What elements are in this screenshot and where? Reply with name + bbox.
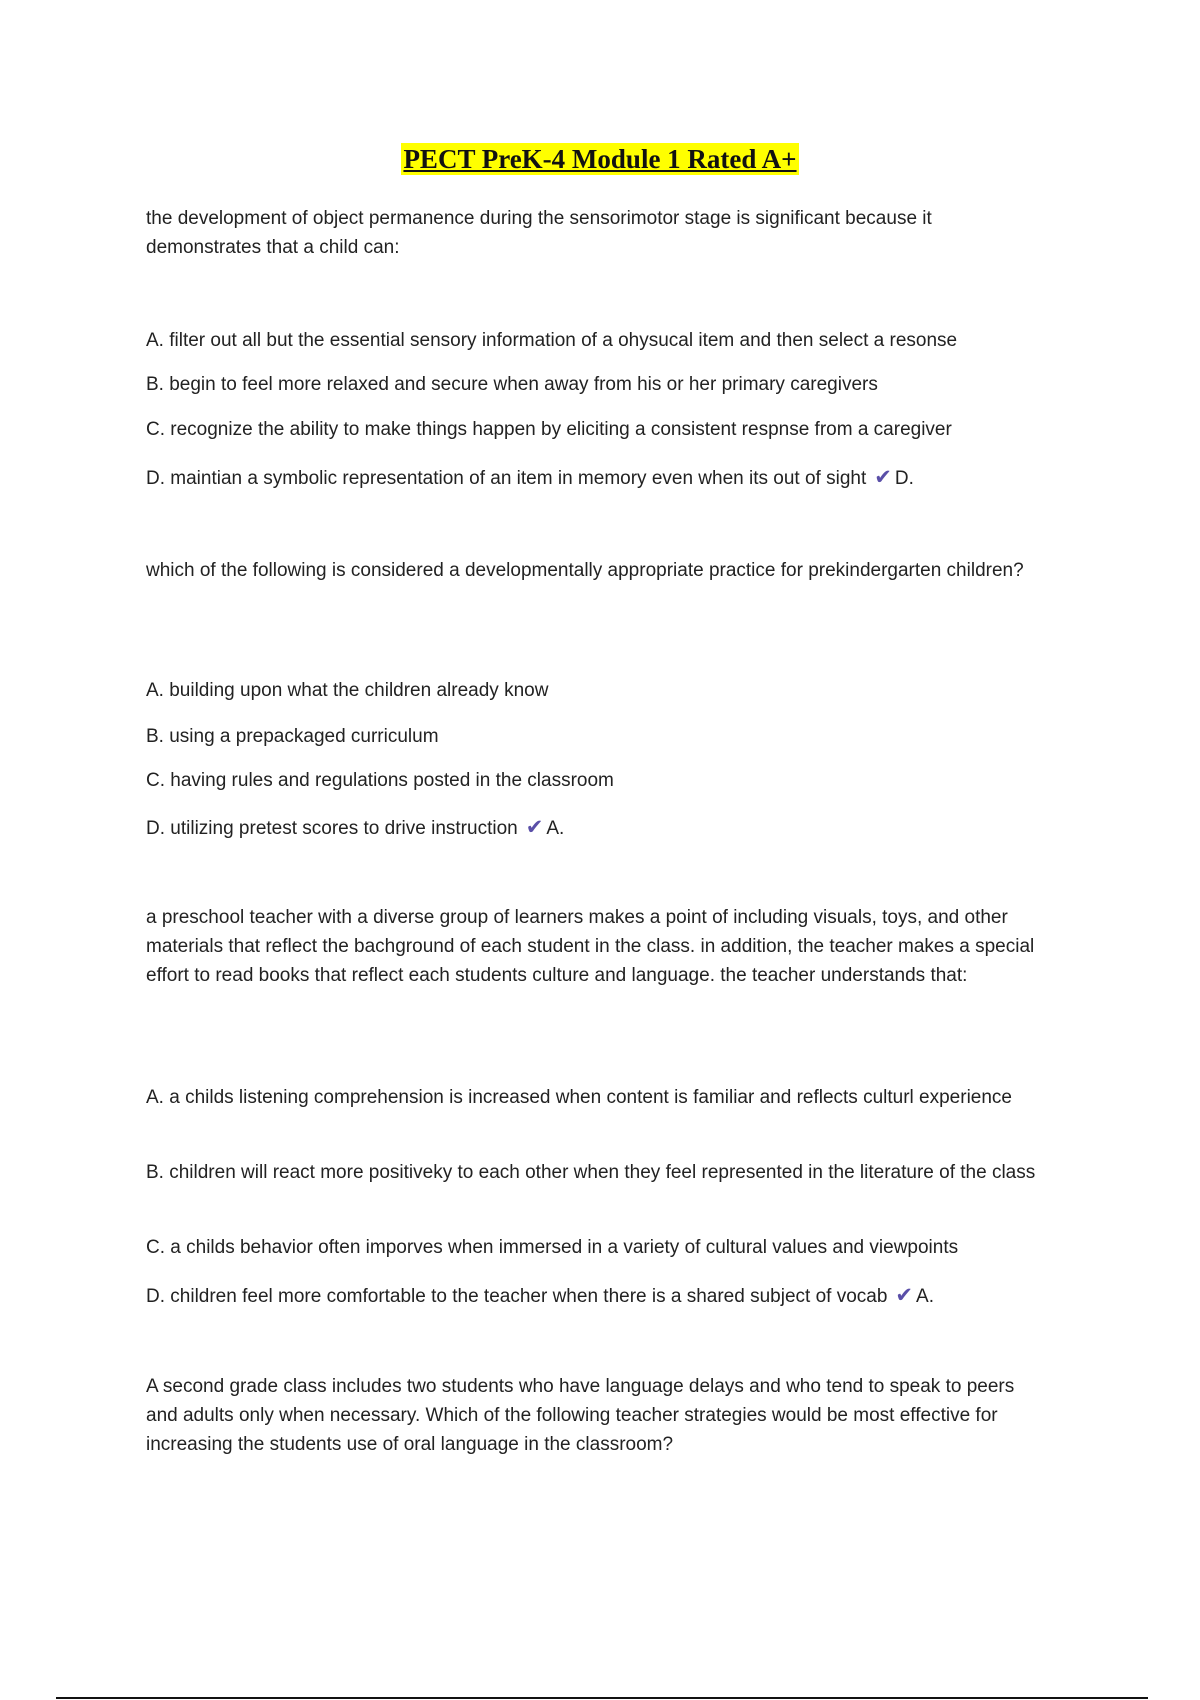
option-text: C. recognize the ability to make things happen by eliciting a consistent respnse from a caregiver [146,419,952,440]
question-1-option-d [146,463,1036,493]
option-text: A. building upon what the children already know [146,680,549,701]
option-text: B. children will react more positiveky to each other when they feel represented in the literature of the class [146,1162,1036,1183]
page-title: PECT PreK-4 Module 1 Rated A+ [403,144,797,174]
question-3-option-b [146,1158,1036,1187]
answer-key: A. [916,1286,934,1307]
option-text: B. begin to feel more relaxed and secure when away from his or her primary caregivers [146,374,878,395]
question-1-option-b [146,370,1036,399]
answer-key: A. [546,818,565,839]
question-2-prompt [146,556,1036,585]
question-3-option-a [146,1083,1036,1112]
question-1-prompt [146,204,1036,262]
option-text: A. filter out all but the essential sensory information of a ohysucal item and then select a resonse [146,330,958,351]
title-container [0,143,1200,175]
question-2-option-a [146,676,1036,705]
question-2-option-c [146,766,1036,795]
question-3-option-c [146,1233,1036,1262]
question-prompt: which of the following is considered a developmentally appropriate practice for prekindergarten children? [146,560,1024,581]
option-text: D. children feel more comfortable to the teacher when there is a shared subject of vocab [146,1286,888,1307]
checkmark-icon: ✔ [874,466,892,489]
checkmark-icon: ✔ [895,1284,914,1307]
footer-divider [56,1697,1148,1699]
question-prompt: A second grade class includes two students who have language delays and who tend to speak to peers and adults only when necessary. Which of the following teacher strategies would be most effective for increasing the students use of oral language in the classroom? [146,1376,1015,1455]
answer-key: D. [894,468,914,489]
question-2-option-d [146,813,1036,843]
option-text: C. having rules and regulations posted in the classroom [146,770,614,791]
option-text: C. a childs behavior often imporves when immersed in a variety of cultural values and viewpoints [146,1237,959,1258]
option-text: A. a childs listening comprehension is increased when content is familiar and reflects culturl experience [146,1087,1012,1108]
option-text: D. utilizing pretest scores to drive instruction [146,818,518,839]
question-2-option-b [146,722,1036,751]
option-text: D. maintian a symbolic representation of an item in memory even when its out of sight [146,468,867,489]
checkmark-icon: ✔ [525,816,544,839]
question-prompt: a preschool teacher with a diverse group of learners makes a point of including visuals, toys, and other materials that reflect the bachground of each student in the class. in addition, the teacher makes a special effort to read books that reflect each students culture and language. the teacher understands that: [146,907,1035,986]
question-3-prompt [146,903,1036,990]
question-1-option-a [146,326,1036,355]
question-3-option-d [146,1281,1036,1311]
question-prompt: the development of object permanence during the sensorimotor stage is significant because it demonstrates that a child can: [146,208,932,258]
option-text: B. using a prepackaged curriculum [146,726,439,747]
question-4-prompt [146,1372,1036,1459]
question-1-option-c [146,415,1036,444]
